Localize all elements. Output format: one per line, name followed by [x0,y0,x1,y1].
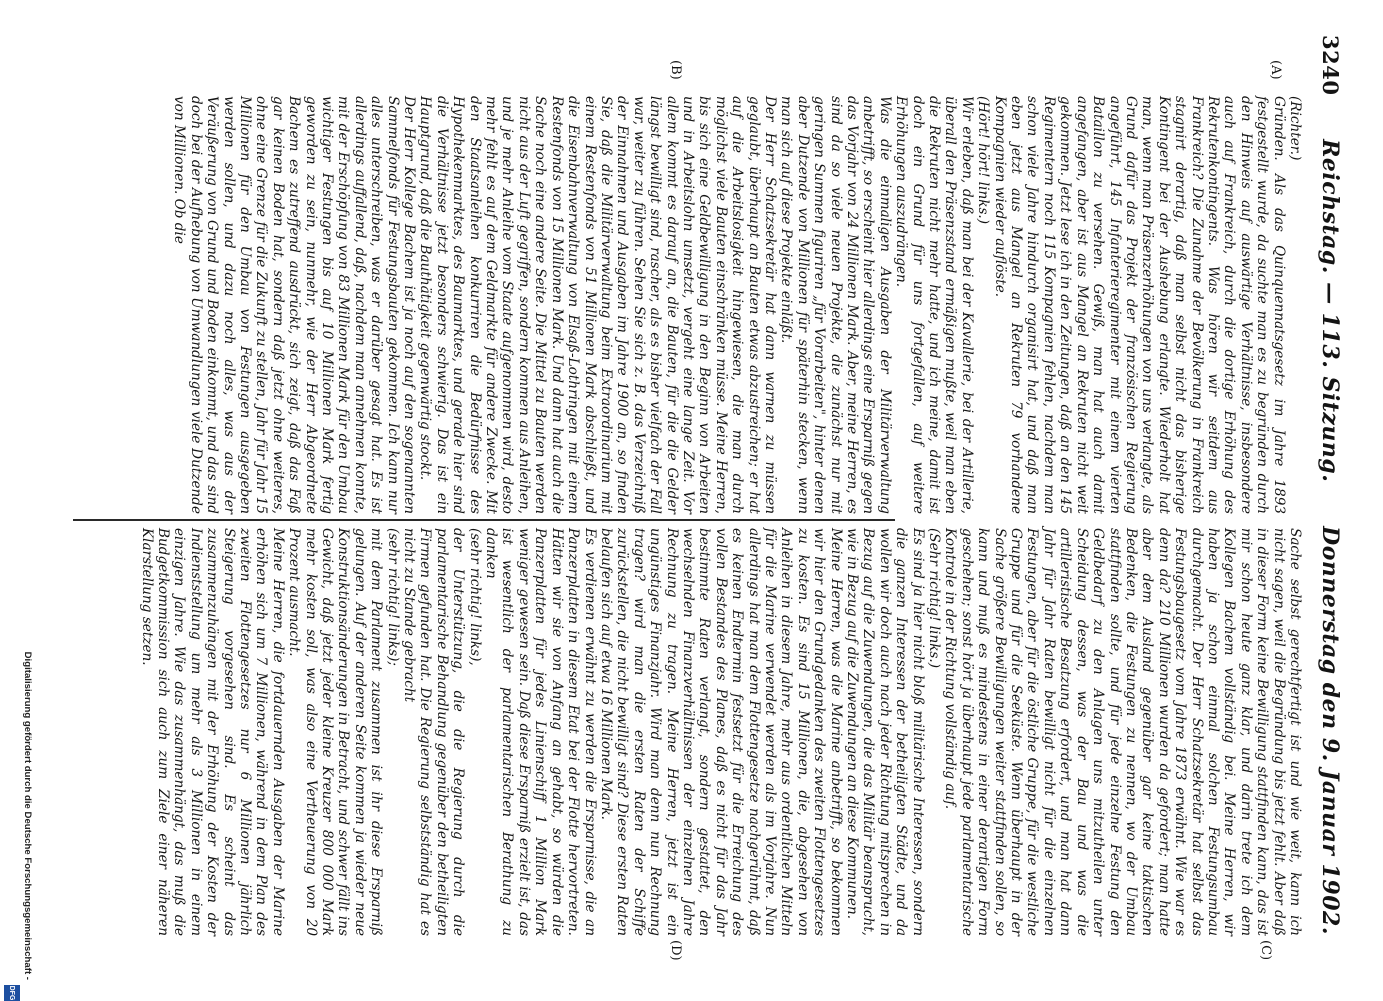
session-date: Donnerstag den 9. Januar 1902. [1317,526,1343,935]
left-column-text: (Richter.) Gründen. Als das Quinquennatsgesetz im Jahre 1893 festgestellt wurde, da suchte man es zu begründen durch den Hinweis auf auswärtige Verhältnisse, insbesondere auch auf Frankreich, durch die dortige Erhöhung des Rekrutenkontingents. Was hören wir seitdem aus Frankreich? Die Zunahme der Bevölkerung in Frankreich stagnirt derartig, daß man selbst nicht das bisherige Kontingent bei der Aushebung erlangte. Wiederholt hat man, wenn man Präsenzerhöhungen von uns verlangte, als Grund dafür das Projekt der französischen Regierung angeführt, 145 Infanterieregimenter mit einem vierten Bataillon zu versehen. Gewiß, man hat auch damit angefangen, aber ist aus Mangel an Rekruten nicht weit gekommen. Jetzt lese ich in den Zeitungen, daß an den 145 Regimentern noch 115 Kompagnien fehlen, nachdem man schon viele Jahre hindurch organisirt hat, und daß man eben jetzt aus Mangel an Rekruten 79 vorhandene Kompagnien wieder auflöste. (Hört! hört! links.) Wir erleben, daß man bei der Kavallerie, bei der Artillerie, überall den Präsenzstand ermäßigen mußte, weil man eben die Rekruten nicht mehr hatte, und ich meine, damit ist doch ein Grund für uns fortgefallen, auf weitere Erhöhungen auszudrängen. Was die einmaligen Ausgaben der Militärverwaltung anbetrifft, so erscheint hier allerdings eine Ersparniß gegen das Vorjahr von 24 Millionen Mark. Aber, meine Herren, es sind da so viele neuen Projekte, die zunächst nur mit geringen Summen figuriren „für Vorarbeiten", hinter denen aber Dutzende von Millionen für späterhin stecken, wenn man sich auf diese Projekte einläßt. Der Herr Schatzsekretär hat dann warnen zu müssen geglaubt, überhaupt an Bauten etwas abzustreichen; er hat auf die Arbeitslosigkeit hingewiesen, die man durch möglichst viele Bauten einschränken müsse. Meine Herren, bis sich eine Geldbewilligung in den Beginn von Arbeiten und in Arbeitslohn umsetzt, vergeht eine lange Zeit. Vor allem kommt es darauf an, die Bauten, für die die Gelder längst bewilligt sind, rascher, als es bisher vielfach der Fall war, weiter zu führen. Sehen Sie sich z. B. das Verzeichniß der Einnahmen und Ausgaben im Jahre 1900 an, so finden Sie, daß die Militärverwaltung beim Extraordinarium mit einem Restenfonds von 51 Millionen Mark abschließt, und die Eisenbahnverwaltung von Elsaß-Lothringen mit einem Restenfonds von 15 Millionen Mark. Und dann hat auch die Sache noch eine andere Seite. Die Mittel zu Bauten werden nicht aus der Luft gegriffen, sondern kommen aus Anleihen, und je mehr Anleihe vom Staate aufgenommen wird, desto mehr fehlt es auf dem Geldmarkte für andere Zwecke. Mit den Staatsanleihen konkurriren die Bedürfnisse des Hypothekenmarktes, des Baumarktes, und gerade hier sind die Verhältnisse jetzt besonders schwierig. Das ist ein Hauptgrund, daß die Bauthätigkeit gegenwärtig stockt. Der Herr Kollege Bachem ist ja noch auf den sogenannten Sammelfonds für Festungsbauten gekommen. Ich kann nur alles unterschreiben, was er darüber gesagt hat. Es ist allerdings auffallend, daß, nachdem man annehmen konnte, mit der Erschöpfung von 83 Millionen Mark für den Umbau wichtiger Festungen bis auf 10 Millionen Mark fertig geworden zu sein, nunmehr, wie der Herr Abgeordnete Bachem es zutreffend ausdrückt, sich zeigt, daß das Faß gar keinen Boden hat, sondern daß jetzt ohne weiteres, ohne eine Grenze für die Zukunft zu stellen, Jahr für Jahr 15 Millionen für den Umbau von Festungen ausgegeben werden sollen, und dazu noch alles, was aus der Veräußerung von Grund und Boden einkommt, und das sind doch bei der Aufhebung von Umwandlungen viele Dutzende von Millionen. Ob die [171,96,1303,514]
digitization-credit: Digitalisierung gefördert durch die Deutsche Forschungsgemeinschaft - [22,651,33,980]
margin-letter-c: (C) [1258,940,1273,961]
right-column-text: Sache selbst gerechtfertigt ist und wie weit, kann ich nicht sagen, weil die Begründung bis jetzt fehlt. Aber daß in dieser Form keine Bewilligung stattfinden kann, das ist mir schon heute ganz klar, und darin trete ich dem Kollegen Bachem vollständig bei. Meine Herren, wir haben ja schon einmal solchen Festungsumbau durchgemacht. Der Herr Schatzsekretär hat selbst das Festungsbaugesetz vom Jahre 1873 erwähnt. Wie war es denn da? 210 Millionen wurden da gefordert; man hatte aber dem Ausland gegenüber gar keine taktischen Bedenken, die Festungen zu nennen, wo der Umbau stattfinden sollte, und für jede einzelne Festung den Geldbedarf zu den Anlagen uns mitzutheilen unter Scheidung dessen, was der Bau und was die artilleristische Besatzung erfordert, und man hat dann Jahr für Jahr Raten bewilligt nicht für die einzelnen Festungen, aber für die östliche Gruppe, für die westliche Gruppe und für die Seeküste. Wenn überhaupt in der Sache größere Bewilligungen weiter stattfinden sollen, so kann und muß es mindestens in einer derartigen Form geschehen; sonst hört ja überhaupt jede parlamentarische Kontrole in der Richtung vollständig auf. (Sehr richtig! links.) Es sind ja hier nicht bloß militärische Interessen, sondern die ganzen Interessen der betheiligten Städte, und da wollen wir doch auch nach jeder Richtung mitsprechen in Bezug auf die Zuwendungen, die das Militär beansprucht, wie in Bezug auf die Zuwendungen an diese Kommunen. Meine Herren, was die Marine anbetrifft, so bekommen wir hier den Grundgedanken des zweiten Flottengesetzes zu kosten. Es sind 15 Millionen, die, abgesehen von Anleihen in diesem Jahre, mehr aus ordentlichen Mitteln für die Marine verwendet werden als im Vorjahre. Nun allerdings hat man dem Flottengesetze nachgerühmt, daß es keinen Endtermin festsetzt für die Erreichung des vollen Bestandes des Planes, daß es nicht für das Jahr bestimmte Raten verlangt, sondern gestattet, den wechselnden Finanzverhältnissen der einzelnen Jahre Rechnung zu tragen. Meine Herren, jetzt ist ein ungünstiges Finanzjahr. Wird man denn nun Rechnung tragen? wird man die ersten Raten der Schiffe zurückstellen, die nicht bewilligt sind? Diese ersten Raten belaufen sich auf etwa 16 Millionen Mark. Es verdienen erwähnt zu werden die Ersparnisse, die an Panzerplatten in diesem Etat bei der Flotte hervortreten. Hätten wir sie von Anfang an gehabt, so würden die Panzerplatten für jedes Linienschiff 1 Million Mark weniger gewesen sein. Daß diese Ersparniß erzielt ist, das ist wesentlich der parlamentarischen Berathung zu danken (sehr richtig! links), der Unterstützung, die die Regierung durch die parlamentarische Behandlung gegenüber den betheiligten Firmen gefunden hat. Die Regierung selbstständig hat es nicht zu Stande gebracht (sehr richtig! links); mit dem Parlament zusammen ist ihr diese Ersparniß gelungen. Auf der anderen Seite kommen ja wieder neue Konstruktionsänderungen in Betracht, und schwer fällt ins Gewicht, daß jetzt jeder kleine Kreuzer 800 000 Mark mehr kosten soll, was also eine Vertheuerung von 20 Prozent ausmacht. Meine Herren, die fortdauernden Ausgaben der Marine erhöhen sich um 7 Millionen, während in dem Plan des zweiten Flottengesetzes nur 6 Millionen jährlich Steigerung vorgesehen sind. Es scheint das zusammenzuhängen mit der Erhöhung der Kosten der Indienststellung um mehr als 3 Millionen in einem einzigen Jahre. Wie das zusammenhängt, das muß die Budgetkommission sich auch zum Ziele einer näheren Klarstellung setzen. [138,528,1303,936]
margin-letter-b: (B) [668,60,683,80]
page-number: 3240 [1318,35,1343,96]
dfg-logo: DFG [4,985,20,1001]
margin-letter-d: (D) [668,940,683,961]
page-header [1313,35,1343,935]
session-title: Reichstag. — 113. Sitzung. [1317,139,1343,483]
column-divider [73,519,895,521]
margin-letter-a: (A) [1268,60,1283,80]
